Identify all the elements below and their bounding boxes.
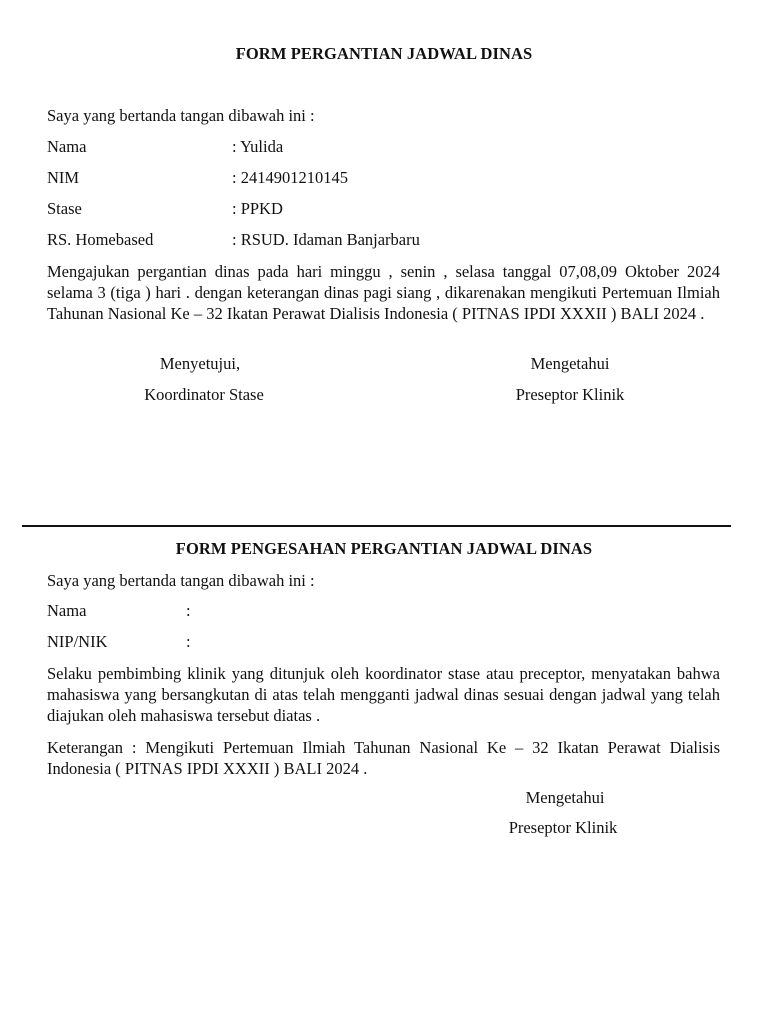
form2-note-paragraph: Keterangan : Mengikuti Pertemuan Ilmiah Tahunan Nasional Ke – 32 Ikatan Perawat Dialisis Indonesia ( PITNAS IPDI XXXII ) BALI 2024 . <box>47 738 720 778</box>
form2-title: FORM PENGESAHAN PERGANTIAN JADWAL DINAS <box>175 539 593 558</box>
form1-label-nim: NIM <box>47 168 80 187</box>
form2-sign-right-line2: Preseptor Klinik <box>508 818 618 837</box>
form1-value-nama: : Yulida <box>232 137 284 156</box>
form2-value-nama: : <box>186 601 191 620</box>
form1-body-paragraph: Mengajukan pergantian dinas pada hari minggu , senin , selasa tanggal 07,08,09 Oktober 2024 selama 3 (tiga ) hari . dengan keterangan dinas pagi siang , dikarenakan mengikuti Pertemuan Ilmiah Tahunan Nasional Ke – 32 Ikatan Perawat Dialisis Indonesia ( PITNAS IPDI XXXII ) BALI 2024 . <box>47 262 720 323</box>
form1-label-nama: Nama <box>47 137 87 156</box>
form2-label-nama: Nama <box>47 601 87 620</box>
form1-value-rs-homebased: : RSUD. Idaman Banjarbaru <box>232 230 420 249</box>
form2-value-nip-nik: : <box>186 632 191 651</box>
form1-value-nim: : 2414901210145 <box>232 168 348 187</box>
form2-body-paragraph: Selaku pembimbing klinik yang ditunjuk oleh koordinator stase atau preceptor, menyatakan bahwa mahasiswa yang bersangkutan di atas telah mengganti jadwal dinas sesuai dengan jadwal yang telah diajukan oleh mahasiswa tersebut diatas . <box>47 664 720 725</box>
form1-sign-right-line1: Mengetahui <box>530 354 610 373</box>
form1-sign-left-line2: Koordinator Stase <box>144 385 264 404</box>
form1-label-stase: Stase <box>47 199 82 218</box>
form1-sign-right-line2: Preseptor Klinik <box>515 385 625 404</box>
section-divider <box>22 525 731 527</box>
form1-label-rs-homebased: RS. Homebased <box>47 230 154 249</box>
form2-label-nip-nik: NIP/NIK <box>47 632 108 651</box>
form2-sign-right-line1: Mengetahui <box>525 788 605 807</box>
form1-sign-left-line1: Menyetujui, <box>159 354 241 373</box>
form1-intro: Saya yang bertanda tangan dibawah ini : <box>47 106 315 125</box>
form1-title: FORM PERGANTIAN JADWAL DINAS <box>235 44 533 63</box>
form1-value-stase: : PPKD <box>232 199 283 218</box>
form2-intro: Saya yang bertanda tangan dibawah ini : <box>47 571 315 590</box>
